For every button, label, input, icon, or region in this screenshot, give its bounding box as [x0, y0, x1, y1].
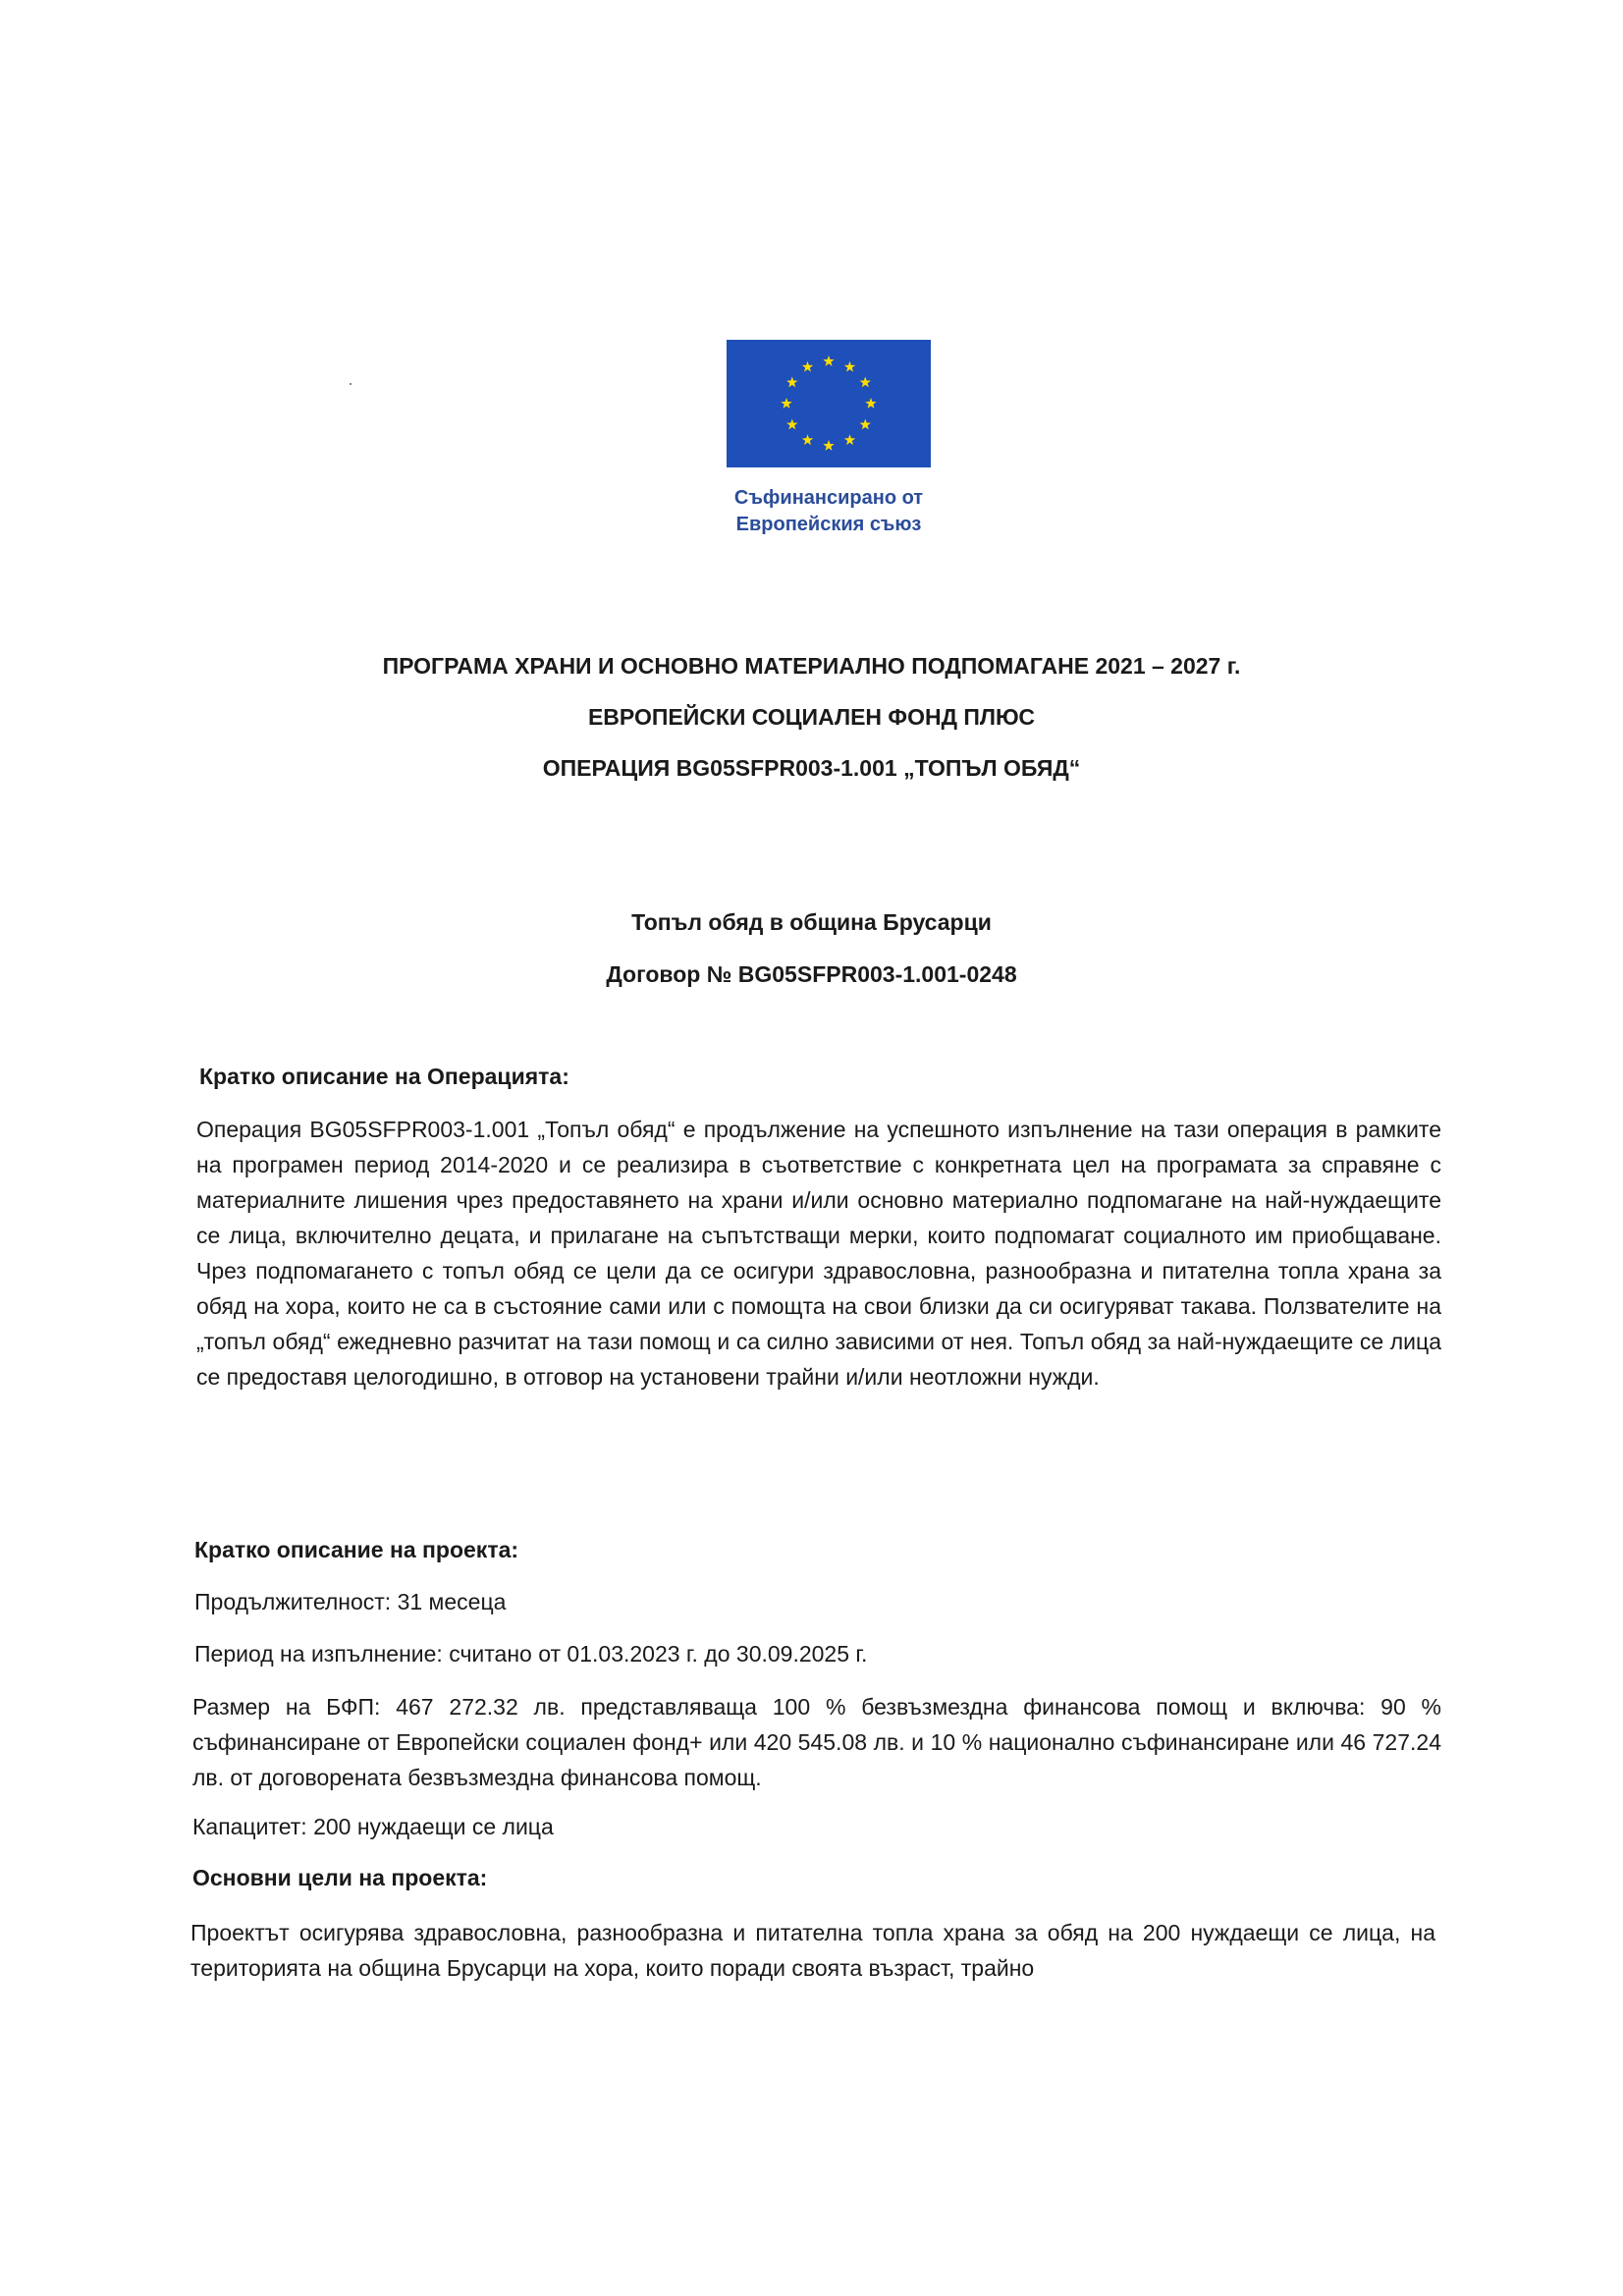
- header-operation: ОПЕРАЦИЯ BG05SFPR003-1.001 „ТОПЪЛ ОБЯД“: [542, 755, 1081, 781]
- project-capacity: Капацитет: 200 нуждаещи се лица: [192, 1814, 554, 1839]
- eu-logo: [727, 340, 931, 535]
- operation-heading: Кратко описание на Операцията:: [199, 1064, 569, 1089]
- project-title: Топъл обяд в община Брусарци: [631, 909, 992, 935]
- goals-description: Проектът осигурява здравословна, разнообразна и питателна топла храна за обяд на 200 нуждаещи се лица, на територията на община Брусарци на хора, които поради своята възраст, трайно: [190, 1920, 1435, 1981]
- project-heading: Кратко описание на проекта:: [194, 1537, 519, 1562]
- header-programme: ПРОГРАМА ХРАНИ И ОСНОВНО МАТЕРИАЛНО ПОДПОМАГАНЕ 2021 – 2027 г.: [382, 653, 1241, 679]
- contract-number: Договор № BG05SFPR003-1.001-0248: [606, 961, 1017, 987]
- logo-caption-line2: Европейския съюз: [735, 514, 922, 535]
- project-duration: Продължителност: 31 месеца: [194, 1589, 507, 1614]
- scan-speck: [350, 383, 352, 385]
- logo-caption: [687, 485, 970, 538]
- logo-caption-line1: Съфинансирано от: [733, 487, 924, 509]
- operation-description: Операция BG05SFPR003-1.001 „Топъл обяд“ е продължение на успешното изпълнение на тази операция в рамките на програмен период 2014-2020 и се реализира в съответствие с конкретната цел на програмата за справяне с материалните лишения чрез предоставянето на храни и/или основно материално подпомагане на най-нуждаещите се лица, включително децата, и прилагане на съпътстващи мерки, които подпомагат социалното им приобщаване. Чрез подпомагането с топъл обяд се цели да се осигури здравословна, разнообразна и питателна топла храна за обяд на хора, които не са в състояние сами или с помощта на свои близки да си осигуряват такава. Ползвателите на „топъл обяд“ ежедневно разчитат на тази помощ и са силно зависими от нея. Топъл обяд за най-нуждаещите се лица се предоставя целогодишно, в отговор на установени трайни и/или неотложни нужди.: [196, 1117, 1441, 1390]
- header-fund: ЕВРОПЕЙСКИ СОЦИАЛЕН ФОНД ПЛЮС: [587, 704, 1036, 730]
- project-period: Период на изпълнение: считано от 01.03.2023 г. до 30.09.2025 г.: [194, 1641, 868, 1667]
- project-funding: Размер на БФП: 467 272.32 лв. представляваща 100 % безвъзмездна финансова помощ и включва: 90 % съфинансиране от Европейски социален фонд+ или 420 545.08 лв. и 10 % национално съфинансиране или 46 727.24 лв. от договорената безвъзмездна финансова помощ.: [192, 1694, 1441, 1790]
- eu-flag-icon: [727, 340, 931, 467]
- goals-heading: Основни цели на проекта:: [192, 1865, 488, 1890]
